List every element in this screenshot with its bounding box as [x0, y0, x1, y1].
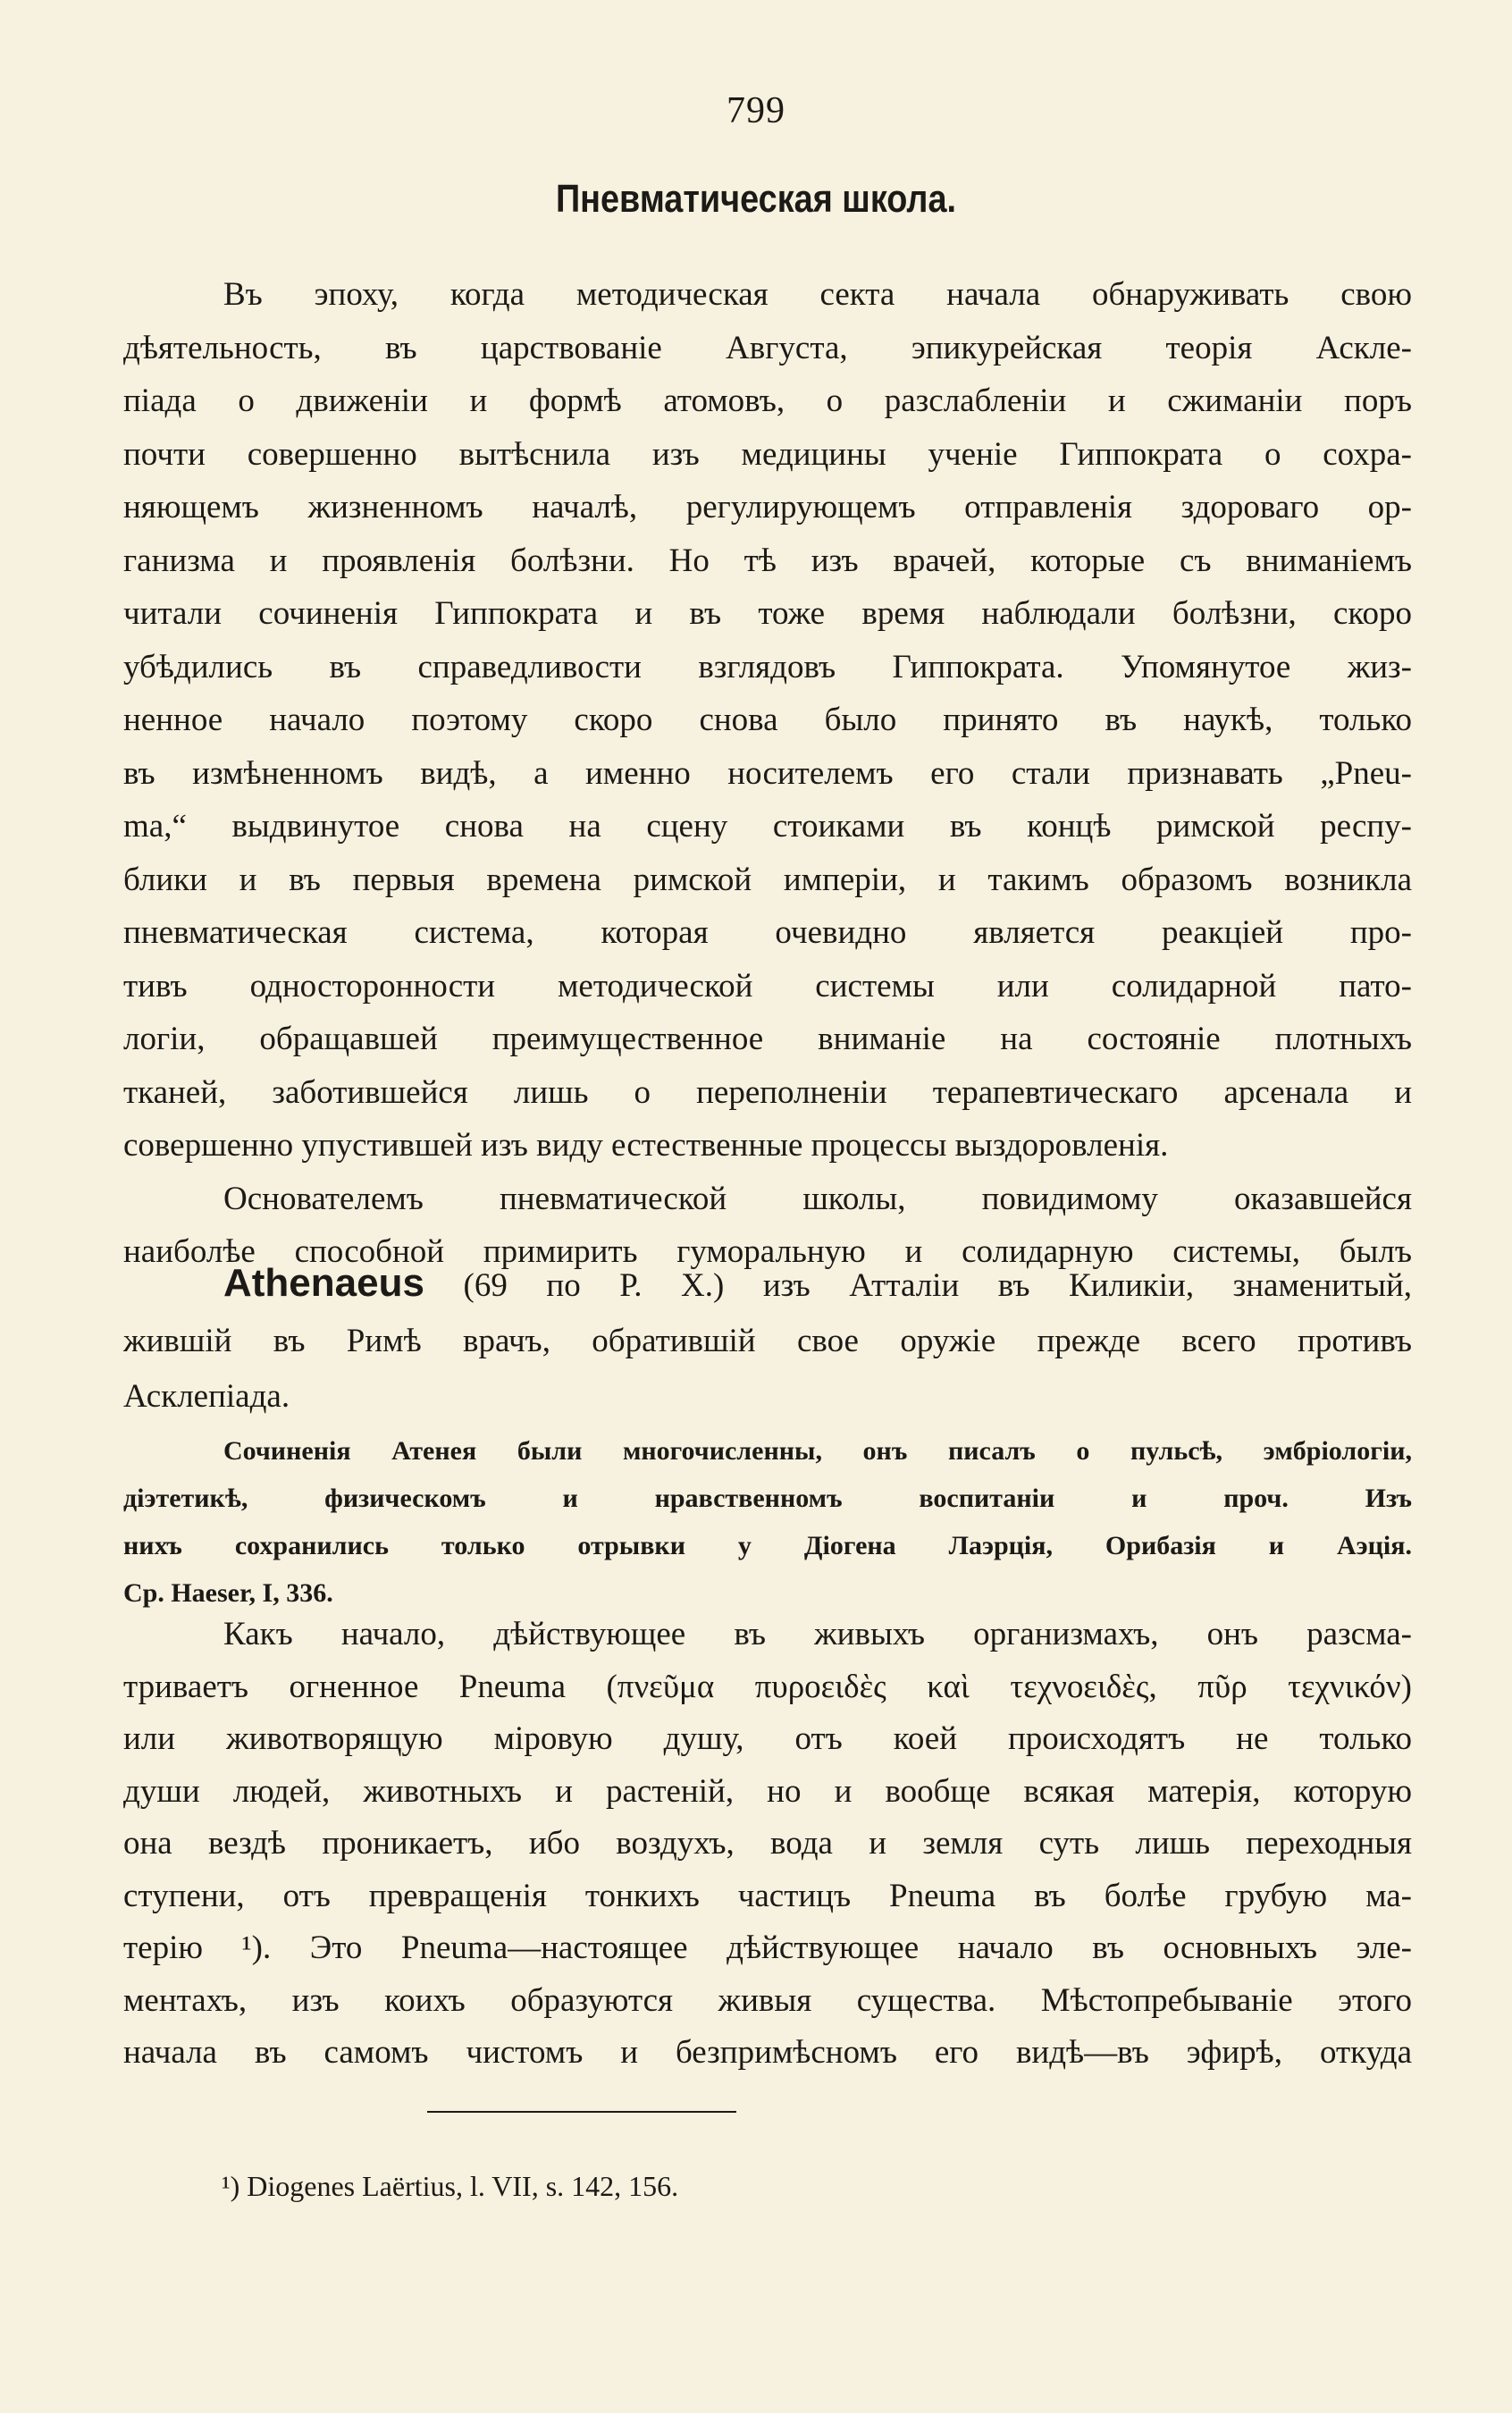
section-title: Пневматическая школа. [555, 177, 957, 221]
athenaeus-name: Athenaeus [223, 1261, 424, 1305]
text-line: ментахъ, изъ коихъ образуются живыя существа. Мѣстопребываніе этого [123, 1981, 1412, 2019]
text-line: блики и въ первыя времена римской имперіи, и такимъ образомъ возникла [123, 861, 1412, 898]
text-line: тканей, заботившейся лишь о переполненіи терапевтическаго арсенала и [123, 1073, 1412, 1111]
text-line: убѣдились въ справедливости взглядовъ Гиппократа. Упомянутое жиз- [123, 648, 1412, 685]
text-line: терію ¹). Это Pneuma—настоящее дѣйствующее начало въ основныхъ эле- [123, 1930, 1412, 1966]
footnote-divider [427, 2111, 736, 2113]
text-line: Основателемъ пневматической школы, повидимому оказавшейся [223, 1180, 1412, 1217]
note-line: Ср. Haeser, I, 336. [123, 1578, 333, 1608]
note-line: нихъ сохранились только отрывки у Діогена Лаэрція, Орибазія и Аэція. [123, 1531, 1412, 1560]
text-line: тивъ односторонности методической системы или солидарной пато- [123, 967, 1412, 1005]
text-line: ненное начало поэтому скоро снова было принято въ наукѣ, только [123, 702, 1412, 738]
text-line: Какъ начало, дѣйствующее въ живыхъ организмахъ, онъ разсма- [223, 1616, 1412, 1652]
text-line: ma,“ выдвинутое снова на сцену стоиками въ концѣ римской респу- [123, 808, 1412, 845]
text-line: наиболѣе способной примирить гуморальную и солидарную системы, былъ [123, 1233, 1412, 1270]
text-line: логіи, обращавшей преимущественное вниманіе на состояніе плотныхъ [123, 1021, 1412, 1057]
text-line: дѣятельность, въ царствованіе Августа, эпикурейская теорія Аскле- [123, 329, 1412, 366]
text-line: почти совершенно вытѣснила изъ медицины ученіе Гиппократа о сохра- [123, 435, 1412, 473]
text-line: ганизма и проявленія болѣзни. Но тѣ изъ врачей, которые съ вниманіемъ [123, 542, 1412, 579]
note-line: Сочиненія Атенея были многочисленны, онъ писалъ о пульсѣ, эмбріологіи, [223, 1436, 1412, 1466]
text-line: или животворящую міровую душу, отъ коей происходятъ не только [123, 1720, 1412, 1757]
paragraph-4 [123, 1609, 1412, 2080]
footnote: ¹) Diogenes Laërtius, l. VII, s. 142, 156. [222, 2170, 679, 2202]
paragraph-1 [123, 268, 1412, 1279]
text-line: начала въ самомъ чистомъ и безпримѣсномъ его видѣ—въ эфирѣ, откуда [123, 2034, 1412, 2071]
text-line: Асклепіада. [123, 1378, 290, 1415]
note-line: діэтетикѣ, физическомъ и нравственномъ воспитаніи и проч. Изъ [123, 1484, 1412, 1513]
text-line: ступени, отъ превращенія тонкихъ частицъ Pneuma въ болѣе грубую ма- [123, 1877, 1412, 1914]
text-line: души людей, животныхъ и растеній, но и вообще всякая матерія, которую [123, 1772, 1412, 1810]
text-line: піада о движеніи и формѣ атомовъ, о разслабленіи и сжиманіи поръ [123, 383, 1412, 419]
paragraph-athenaeus [123, 1256, 1412, 1425]
text-line: няющемъ жизненномъ началѣ, регулирующемъ отправленія здороваго ор- [123, 489, 1412, 525]
text-line: въ измѣненномъ видѣ, а именно носителемъ его стали признавать „Pneu- [123, 754, 1412, 792]
text-line: совершенно упустившей изъ виду естественные процессы выздоровленія. [123, 1127, 1169, 1164]
athenaeus-rest: (69 по Р. X.) изъ Атталіи въ Киликіи, знаменитый, [463, 1267, 1412, 1304]
text-line: жившій въ Римѣ врачъ, обратившій свое оружіе прежде всего противъ [123, 1323, 1412, 1359]
text-line: читали сочиненія Гиппократа и въ тоже время наблюдали болѣзни, скоро [123, 595, 1412, 632]
small-note [123, 1427, 1412, 1617]
text-line: Въ эпоху, когда методическая секта начала обнаруживать свою [223, 276, 1412, 313]
text-line: пневматическая система, которая очевидно является реакціей про- [123, 914, 1412, 951]
page-number: 799 [727, 90, 785, 131]
text-line: она вездѣ проникаетъ, ибо воздухъ, вода и земля суть лишь переходныя [123, 1825, 1412, 1862]
text-line [123, 1256, 1412, 1314]
text-line: триваетъ огненное Pneuma (πνεῦμα πυροειδὲς καὶ τεχνοειδὲς, πῦρ τεχνικόν) [123, 1668, 1412, 1705]
